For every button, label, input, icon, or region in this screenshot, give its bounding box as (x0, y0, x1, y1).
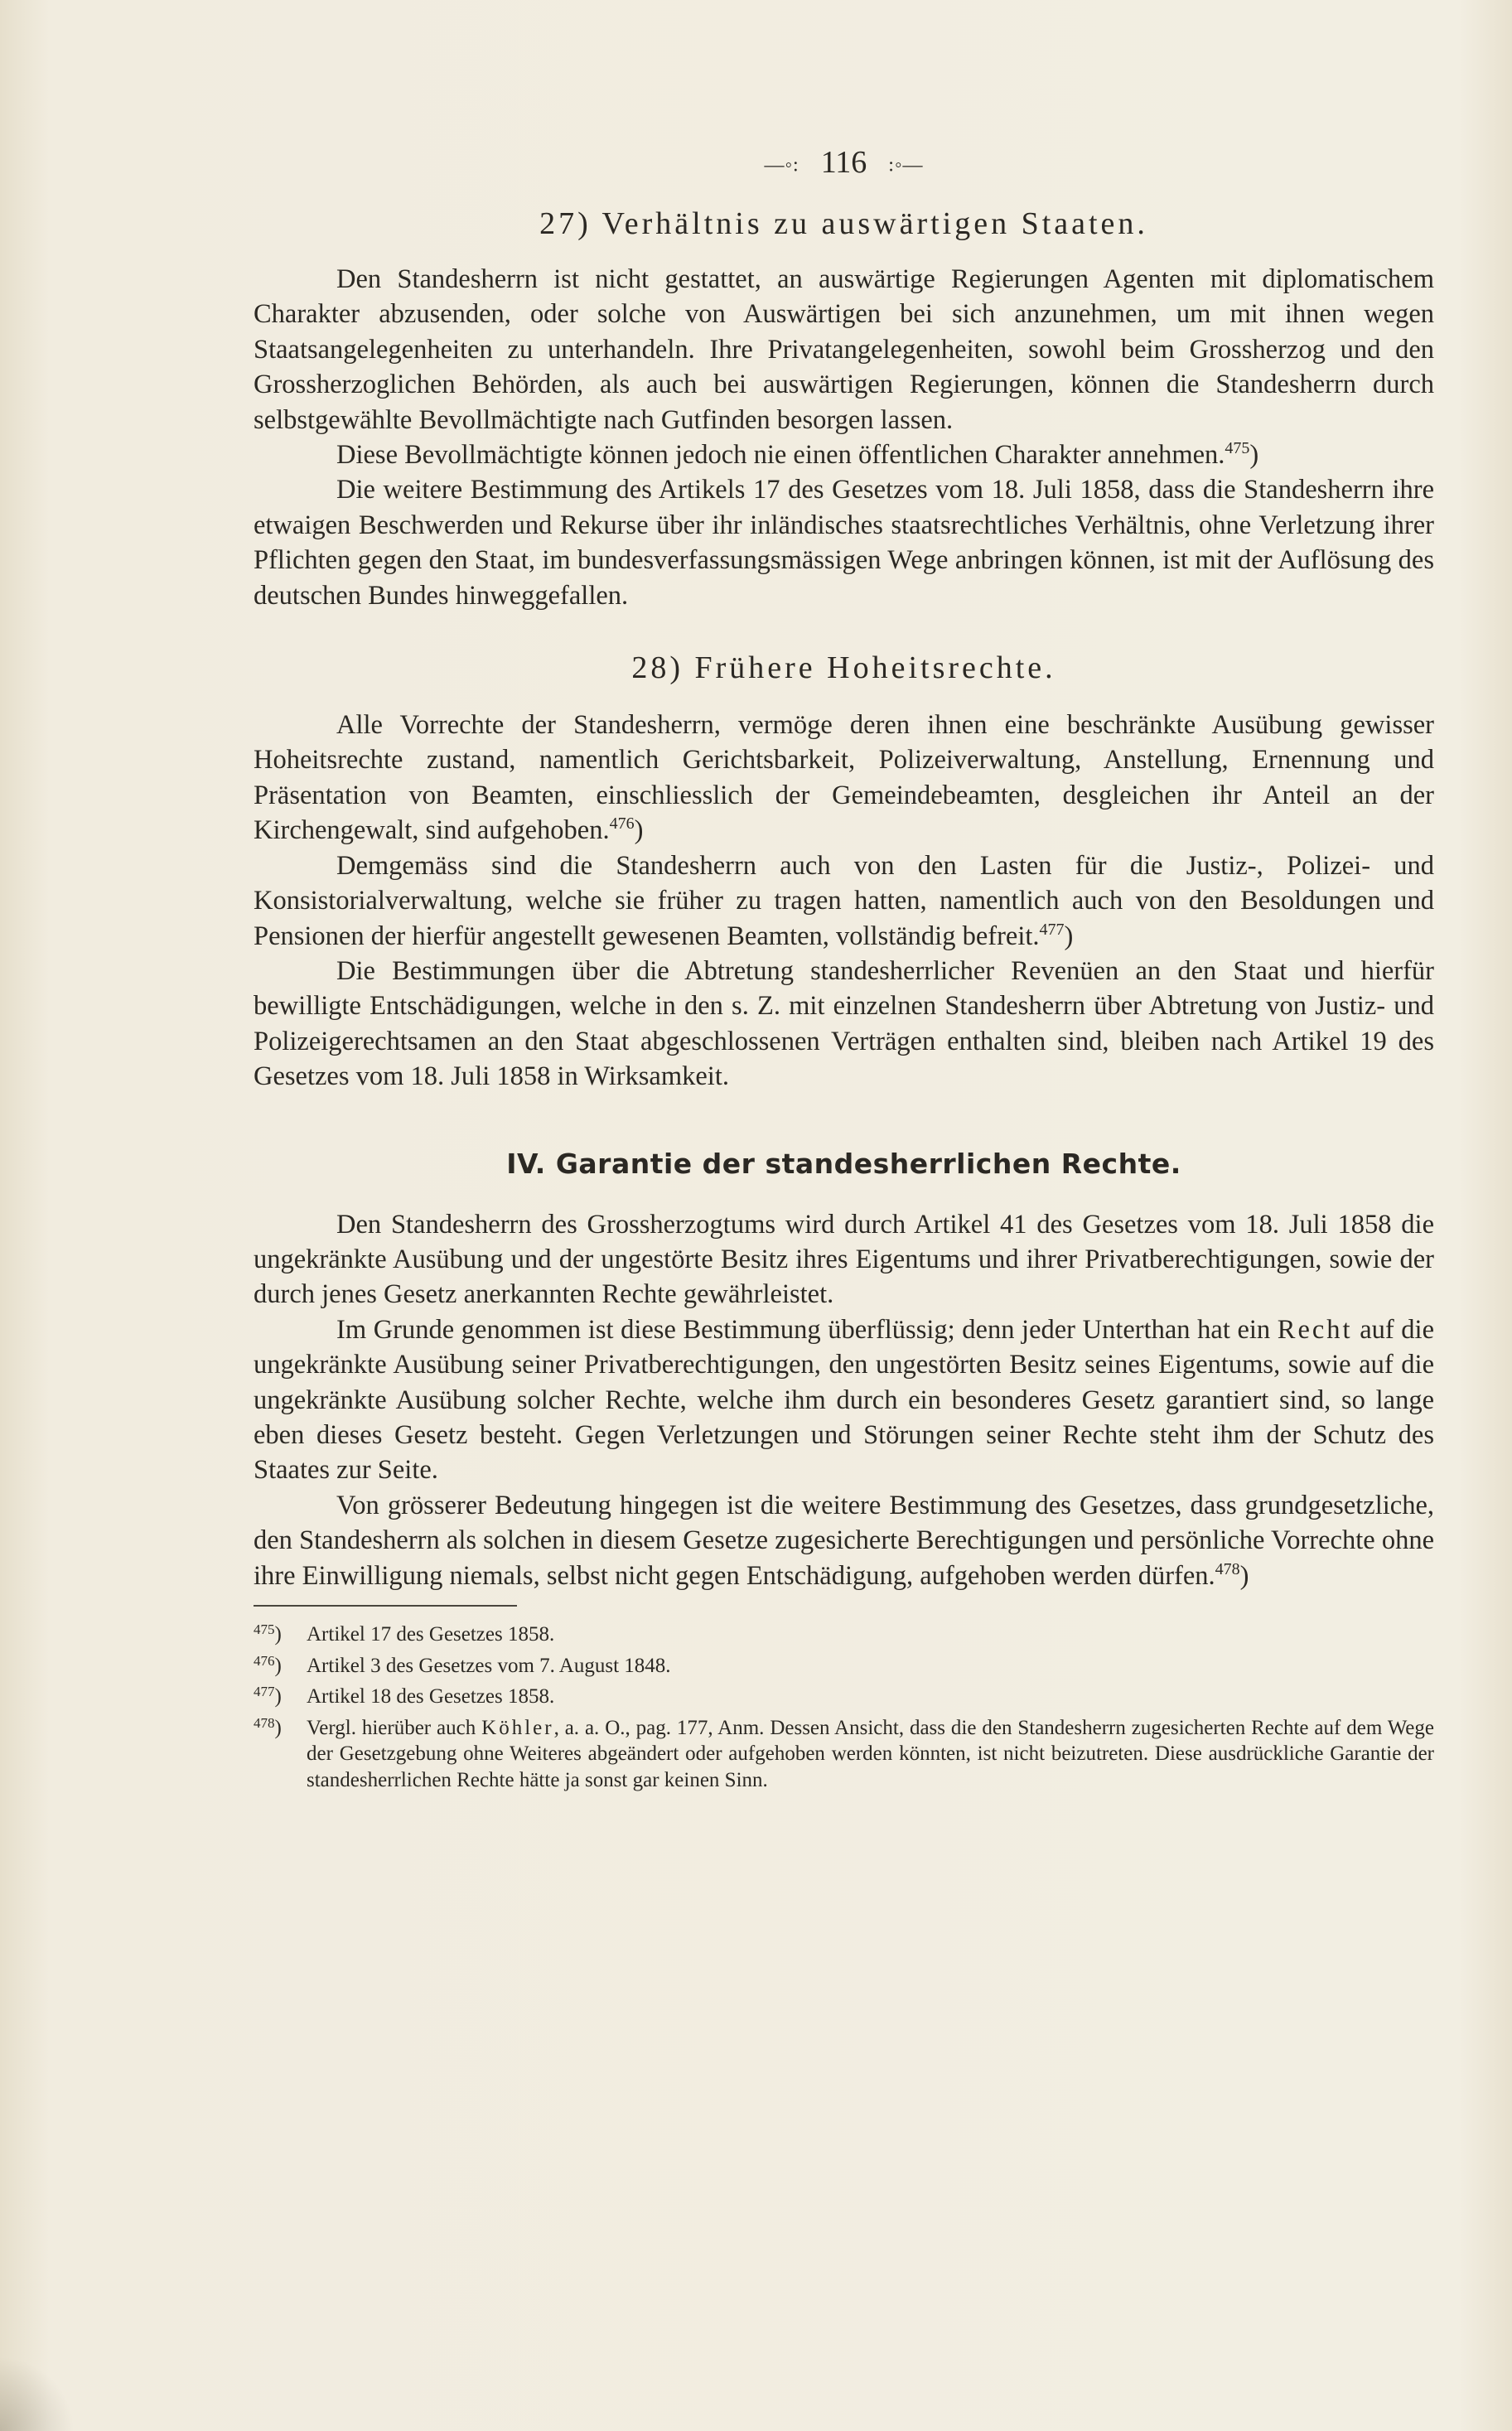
section-27-paragraph-2 (254, 437, 1434, 472)
section-27-paragraph-1: Den Standesherrn ist nicht gestattet, an auswärtige Regierungen Agenten mit diplomatischem Charakter abzusenden, oder solche von Auswärtigen bei sich anzunehmen, um mit ihnen wegen Staatsangelegenheiten zu unterhandeln. Ihre Privatangelegenheiten, sowohl beim Grossherzog und den Grossherzoglichen Behörden, als auch bei auswärtigen Regierungen, können die Standesherrn durch selbstgewählte Bevollmächtigte nach Gutfinden besorgen lassen. (254, 264, 1434, 435)
section-iv-heading: IV. Garantie der standesherrlichen Rechte. (506, 1147, 1181, 1180)
footnote-478: $^{478}$) Vergl. hierüber auch Köhler, a. a. O., pag. 177, Anm. Dessen Ansicht, dass die den Standesherrn zugesicherten Rechte auf dem Wege der Gesetzgebung ohne Weiteres abgeändert oder aufgehoben werden könnten, ist nicht beizutreten. Diese ausdrückliche Garantie der standesherrlichen Rechte hätte ja sonst gar keinen Sinn. (254, 1714, 1435, 1791)
footnote-ref-475: $^{475}$) (1225, 439, 1259, 471)
footnote-ref-478: $^{478}$) (1215, 1559, 1249, 1591)
footnotes (254, 1617, 1434, 1793)
section-iv-paragraph-3 (254, 1488, 1434, 1593)
page-number: 116 (820, 145, 867, 180)
emphasis-recht: Recht (1277, 1314, 1353, 1345)
emphasis-koehler: Köhler (481, 1716, 554, 1739)
section-iv-paragraph-1: Den Standesherrn des Grossherzogtums wird durch Artikel 41 des Gesetzes vom 18. Juli 1858 die ungekränkte Ausübung und der ungestörte Besitz ihres Eigentums und ihrer Privatberechtigungen, sowie der durch jenes Gesetz anerkannten Rechte gewährleistet. (254, 1209, 1434, 1310)
footnote-476: $^{476}$) Artikel 3 des Gesetzes vom 7. August 1848. (254, 1652, 671, 1677)
footnote-ref-476: $^{476}$) (609, 814, 644, 846)
text-column (254, 143, 1434, 1793)
paragraph-text: Alle Vorrechte der Standesherrn, vermöge deren ihnen eine beschränkte Ausübung gewisser Hoheitsrechte zustand, namentlich Gerichtsbarkeit, Polizeiverwaltung, Anstellung, Ernennung und Präsentation von Beamten, einschliesslich der Gemeindebeamten, desgleichen ihr Anteil an der Kirchengewalt, sind aufgehoben. (254, 710, 1434, 846)
ornament-left: —◦: (764, 154, 799, 176)
section-27-paragraph-3: Die weitere Bestimmung des Artikels 17 des Gesetzes vom 18. Juli 1858, dass die Standesherrn ihre etwaigen Beschwerden und Rekurse über ihr inländisches staatsrechtliches Verhältnis, ohne Verletzung ihrer Pflichten gegen den Staat, im bundesverfassungsmässigen Wege anbringen können, ist mit der Auflösung des deutschen Bundes hinweggefallen. (254, 475, 1434, 611)
footnote-477: $^{477}$) Artikel 18 des Gesetzes 1858. (254, 1684, 555, 1708)
ornament-right: :◦— (888, 154, 924, 176)
footnote-ref-477: $^{477}$) (1039, 920, 1074, 951)
section-28-paragraph-2 (254, 848, 1434, 954)
footnote-divider (254, 1605, 517, 1607)
page-header (254, 143, 1434, 196)
section-28-paragraph-3: Die Bestimmungen über die Abtretung standesherrlicher Revenüen an den Staat und hierfür bewilligte Entschädigungen, welche in den s. Z. mit einzelnen Standesherrn über Abtretung von Justiz- und Polizeigerechtsamen an den Staat abgeschlossenen Verträgen enthalten sind, bleiben nach Artikel 19 des Gesetzes vom 18. Juli 1858 in Wirksamkeit. (254, 955, 1434, 1092)
page-corner-shadow (0, 2356, 75, 2431)
footnote-475: $^{475}$) Artikel 17 des Gesetzes 1858. (254, 1621, 555, 1646)
section-28-paragraph-1 (254, 708, 1434, 848)
paragraph-text: Von grösserer Bedeutung hingegen ist die weitere Bestimmung des Gesetzes, dass grundgesetzliche, den Standesherrn als solchen in diesem Gesetze zugesicherte Berechtigungen und persönliche Vorrechte ohne ihre Einwilligung niemals, selbst nicht gegen Entschädigung, aufgehoben werden dürfen. (254, 1490, 1434, 1591)
section-28-heading: 28) Frühere Hoheitsrechte. (631, 650, 1056, 686)
section-27-heading: 27) Verhältnis zu auswärtigen Staaten. (539, 206, 1148, 241)
section-iv-paragraph-2: Im Grunde genommen ist diese Bestimmung überflüssig; denn jeder Unterthan hat ein Recht auf die ungekränkte Ausübung seiner Privatberechtigungen, den ungestörten Besitz seines Eigentums, sowie auf die ungekränkte Ausübung solcher Rechte, welche ihm durch ein besonderes Gesetz garantiert sind, so lange eben dieses Gesetz besteht. Gegen Verletzungen und Störungen seiner Rechte steht ihm der Schutz des Staates zur Seite. (254, 1314, 1435, 1486)
paragraph-text: Diese Bevollmächtigte können jedoch nie einen öffentlichen Charakter annehmen. (336, 440, 1225, 471)
paragraph-text: Demgemäss sind die Standesherrn auch von den Lasten für die Justiz-, Polizei- und Konsistorialverwaltung, welche sie früher zu tragen hatten, namentlich auch von den Besoldungen und Pensionen der hierfür angestellt gewesenen Beamten, vollständig befreit. (254, 850, 1434, 951)
